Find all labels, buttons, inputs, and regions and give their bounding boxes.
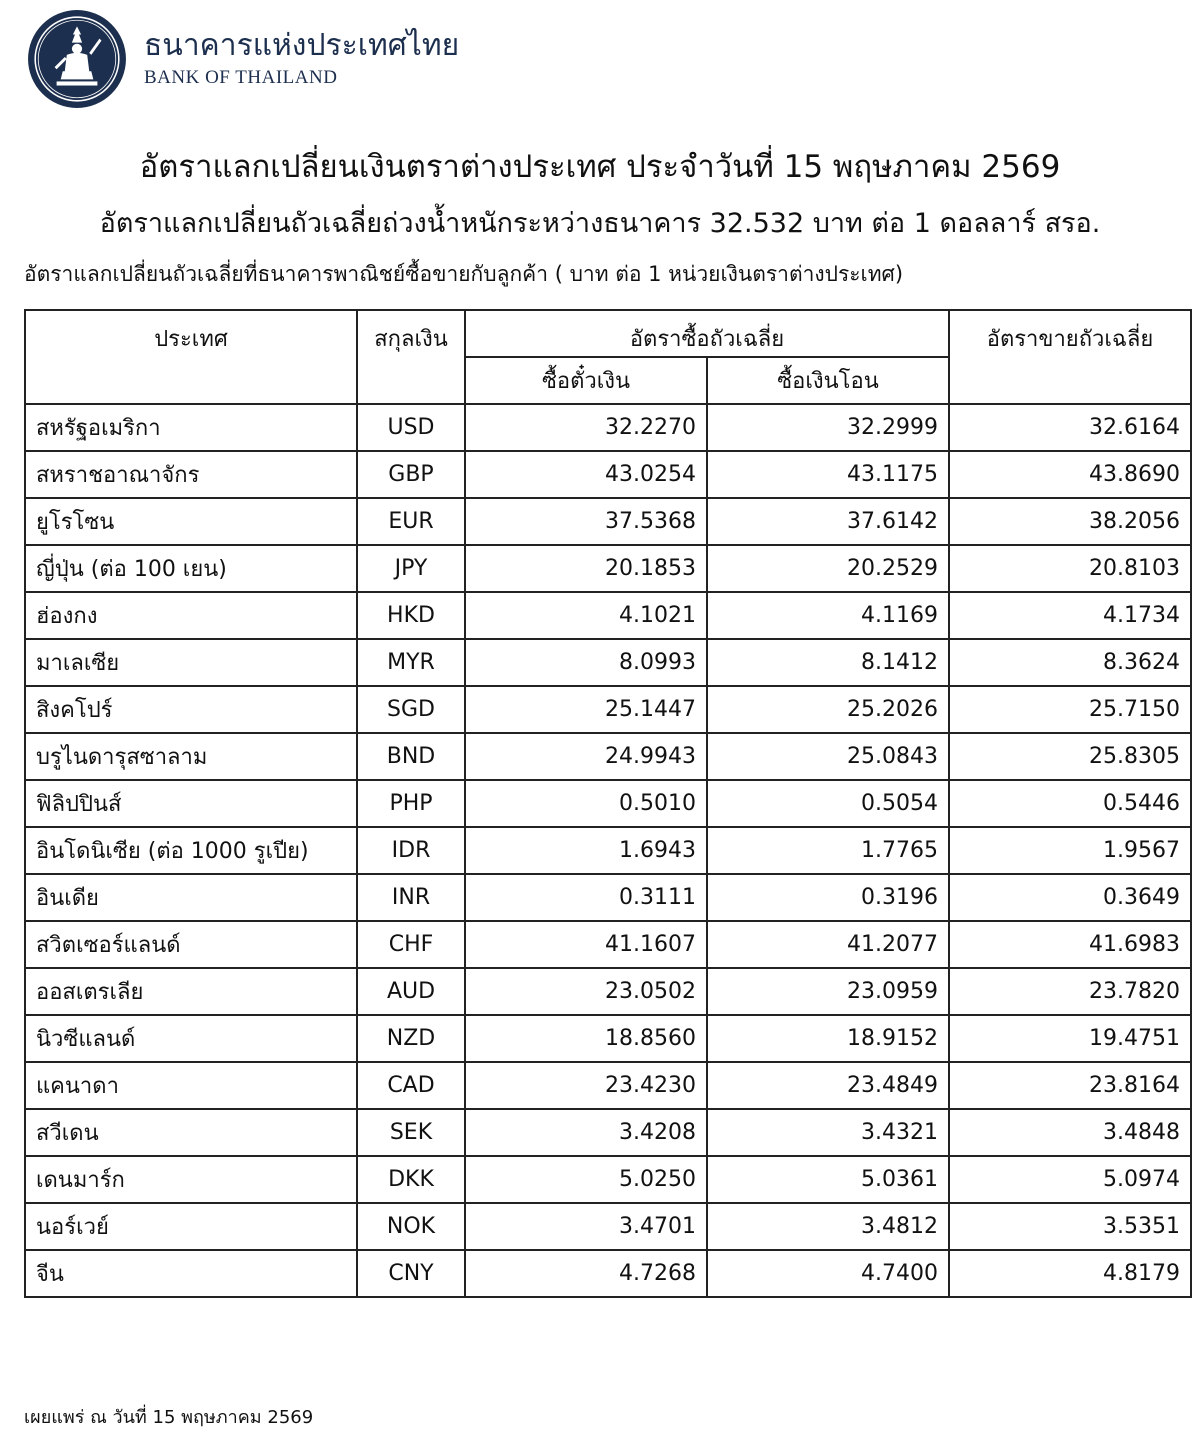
- table-caption: อัตราแลกเปลี่ยนถัวเฉลี่ยที่ธนาคารพาณิชย์ซื้อขายกับลูกค้า ( บาท ต่อ 1 หน่วยเงินตราต่างประเทศ): [24, 262, 904, 286]
- currency-code-cell: NZD: [357, 1015, 465, 1062]
- page-title: อัตราแลกเปลี่ยนเงินตราต่างประเทศ ประจำวันที่ 15 พฤษภาคม 2569: [139, 149, 1061, 185]
- country-cell: ฮ่องกง: [25, 592, 357, 639]
- currency-code-cell: USD: [357, 404, 465, 451]
- table-row: [25, 733, 1191, 780]
- buy-transfer-rate-cell: 32.2999: [707, 404, 949, 451]
- currency-code-cell: DKK: [357, 1156, 465, 1203]
- country-cell: นอร์เวย์: [25, 1203, 357, 1250]
- buy-notes-rate-cell: 25.1447: [465, 686, 707, 733]
- buy-notes-rate-cell: 24.9943: [465, 733, 707, 780]
- buy-notes-rate-cell: 20.1853: [465, 545, 707, 592]
- country-cell: ญี่ปุ่น (ต่อ 100 เยน): [25, 545, 357, 592]
- sell-rate-cell: 3.4848: [949, 1109, 1191, 1156]
- currency-code-cell: CAD: [357, 1062, 465, 1109]
- sell-rate-cell: 41.6983: [949, 921, 1191, 968]
- country-cell: เดนมาร์ก: [25, 1156, 357, 1203]
- buy-notes-rate-cell: 5.0250: [465, 1156, 707, 1203]
- sell-rate-cell: 25.8305: [949, 733, 1191, 780]
- buy-transfer-rate-cell: 5.0361: [707, 1156, 949, 1203]
- buy-transfer-rate-cell: 0.3196: [707, 874, 949, 921]
- sell-rate-cell: 32.6164: [949, 404, 1191, 451]
- rate-rows: [25, 404, 1191, 1297]
- buy-notes-rate-cell: 3.4208: [465, 1109, 707, 1156]
- sell-rate-cell: 25.7150: [949, 686, 1191, 733]
- country-cell: สหรัฐอเมริกา: [25, 404, 357, 451]
- sell-rate-cell: 23.7820: [949, 968, 1191, 1015]
- country-cell: อินโดนิเซีย (ต่อ 1000 รูเปีย): [25, 827, 357, 874]
- table-row: [25, 404, 1191, 451]
- exchange-rate-table: [24, 309, 1192, 1298]
- buy-notes-rate-cell: 0.5010: [465, 780, 707, 827]
- buy-transfer-rate-cell: 3.4812: [707, 1203, 949, 1250]
- country-cell: ฟิลิปปินส์: [25, 780, 357, 827]
- currency-code-cell: CNY: [357, 1250, 465, 1297]
- buy-notes-rate-cell: 4.1021: [465, 592, 707, 639]
- header-sell-average: อัตราขายถัวเฉลี่ย: [949, 310, 1191, 404]
- sell-rate-cell: 3.5351: [949, 1203, 1191, 1250]
- publish-date-note: เผยแพร่ ณ วันที่ 15 พฤษภาคม 2569: [24, 1407, 314, 1428]
- currency-code-cell: IDR: [357, 827, 465, 874]
- table-row: [25, 1109, 1191, 1156]
- table-row: [25, 968, 1191, 1015]
- sell-rate-cell: 38.2056: [949, 498, 1191, 545]
- table-row: [25, 921, 1191, 968]
- table-row: [25, 1062, 1191, 1109]
- country-cell: ออสเตรเลีย: [25, 968, 357, 1015]
- sell-rate-cell: 20.8103: [949, 545, 1191, 592]
- country-cell: แคนาดา: [25, 1062, 357, 1109]
- buy-transfer-rate-cell: 25.0843: [707, 733, 949, 780]
- country-cell: มาเลเซีย: [25, 639, 357, 686]
- buy-notes-rate-cell: 3.4701: [465, 1203, 707, 1250]
- buy-notes-rate-cell: 32.2270: [465, 404, 707, 451]
- sell-rate-cell: 4.8179: [949, 1250, 1191, 1297]
- buy-notes-rate-cell: 4.7268: [465, 1250, 707, 1297]
- currency-code-cell: SEK: [357, 1109, 465, 1156]
- header-buy-transfer: ซื้อเงินโอน: [707, 357, 949, 404]
- currency-code-cell: AUD: [357, 968, 465, 1015]
- sell-rate-cell: 23.8164: [949, 1062, 1191, 1109]
- table-row: [25, 1250, 1191, 1297]
- buy-notes-rate-cell: 8.0993: [465, 639, 707, 686]
- buy-transfer-rate-cell: 23.4849: [707, 1062, 949, 1109]
- buy-notes-rate-cell: 41.1607: [465, 921, 707, 968]
- header-buy-average: อัตราซื้อถัวเฉลี่ย: [465, 310, 949, 357]
- country-cell: บรูไนดารุสซาลาม: [25, 733, 357, 780]
- buy-notes-rate-cell: 43.0254: [465, 451, 707, 498]
- currency-code-cell: BND: [357, 733, 465, 780]
- sell-rate-cell: 0.3649: [949, 874, 1191, 921]
- currency-code-cell: MYR: [357, 639, 465, 686]
- buy-transfer-rate-cell: 4.1169: [707, 592, 949, 639]
- table-row: [25, 639, 1191, 686]
- table-row: [25, 1156, 1191, 1203]
- table-row: [25, 686, 1191, 733]
- buy-notes-rate-cell: 23.4230: [465, 1062, 707, 1109]
- bank-seal-icon: [26, 8, 128, 110]
- sell-rate-cell: 4.1734: [949, 592, 1191, 639]
- currency-code-cell: INR: [357, 874, 465, 921]
- sell-rate-cell: 8.3624: [949, 639, 1191, 686]
- buy-notes-rate-cell: 23.0502: [465, 968, 707, 1015]
- sell-rate-cell: 0.5446: [949, 780, 1191, 827]
- currency-code-cell: NOK: [357, 1203, 465, 1250]
- currency-code-cell: HKD: [357, 592, 465, 639]
- table-row: [25, 874, 1191, 921]
- buy-transfer-rate-cell: 23.0959: [707, 968, 949, 1015]
- table-row: [25, 780, 1191, 827]
- table-row: [25, 592, 1191, 639]
- currency-code-cell: EUR: [357, 498, 465, 545]
- country-cell: สิงคโปร์: [25, 686, 357, 733]
- buy-transfer-rate-cell: 1.7765: [707, 827, 949, 874]
- buy-transfer-rate-cell: 20.2529: [707, 545, 949, 592]
- header-buy-notes: ซื้อตั๋วเงิน: [465, 357, 707, 404]
- bank-logo: [26, 8, 459, 110]
- country-cell: อินเดีย: [25, 874, 357, 921]
- table-row: [25, 827, 1191, 874]
- buy-notes-rate-cell: 0.3111: [465, 874, 707, 921]
- buy-transfer-rate-cell: 4.7400: [707, 1250, 949, 1297]
- table-row: [25, 1015, 1191, 1062]
- header-currency: สกุลเงิน: [357, 310, 465, 404]
- country-cell: สวิตเซอร์แลนด์: [25, 921, 357, 968]
- buy-notes-rate-cell: 1.6943: [465, 827, 707, 874]
- currency-code-cell: PHP: [357, 780, 465, 827]
- buy-transfer-rate-cell: 18.9152: [707, 1015, 949, 1062]
- buy-transfer-rate-cell: 41.2077: [707, 921, 949, 968]
- table-row: [25, 545, 1191, 592]
- sell-rate-cell: 1.9567: [949, 827, 1191, 874]
- country-cell: สหราชอาณาจักร: [25, 451, 357, 498]
- country-cell: จีน: [25, 1250, 357, 1297]
- currency-code-cell: GBP: [357, 451, 465, 498]
- table-row: [25, 1203, 1191, 1250]
- sell-rate-cell: 19.4751: [949, 1015, 1191, 1062]
- buy-notes-rate-cell: 18.8560: [465, 1015, 707, 1062]
- currency-code-cell: SGD: [357, 686, 465, 733]
- country-cell: ยูโรโซน: [25, 498, 357, 545]
- bank-name-english: BANK OF THAILAND: [144, 67, 338, 88]
- buy-transfer-rate-cell: 43.1175: [707, 451, 949, 498]
- sell-rate-cell: 43.8690: [949, 451, 1191, 498]
- page-subtitle: อัตราแลกเปลี่ยนถัวเฉลี่ยถ่วงน้ำหนักระหว่างธนาคาร 32.532 บาท ต่อ 1 ดอลลาร์ สรอ.: [99, 208, 1101, 239]
- currency-code-cell: CHF: [357, 921, 465, 968]
- buy-transfer-rate-cell: 25.2026: [707, 686, 949, 733]
- buy-notes-rate-cell: 37.5368: [465, 498, 707, 545]
- header-country: ประเทศ: [25, 310, 357, 404]
- bank-name-thai: ธนาคารแห่งประเทศไทย: [144, 28, 460, 63]
- country-cell: สวีเดน: [25, 1109, 357, 1156]
- buy-transfer-rate-cell: 0.5054: [707, 780, 949, 827]
- sell-rate-cell: 5.0974: [949, 1156, 1191, 1203]
- currency-code-cell: JPY: [357, 545, 465, 592]
- country-cell: นิวซีแลนด์: [25, 1015, 357, 1062]
- table-row: [25, 498, 1191, 545]
- table-row: [25, 451, 1191, 498]
- buy-transfer-rate-cell: 8.1412: [707, 639, 949, 686]
- buy-transfer-rate-cell: 3.4321: [707, 1109, 949, 1156]
- buy-transfer-rate-cell: 37.6142: [707, 498, 949, 545]
